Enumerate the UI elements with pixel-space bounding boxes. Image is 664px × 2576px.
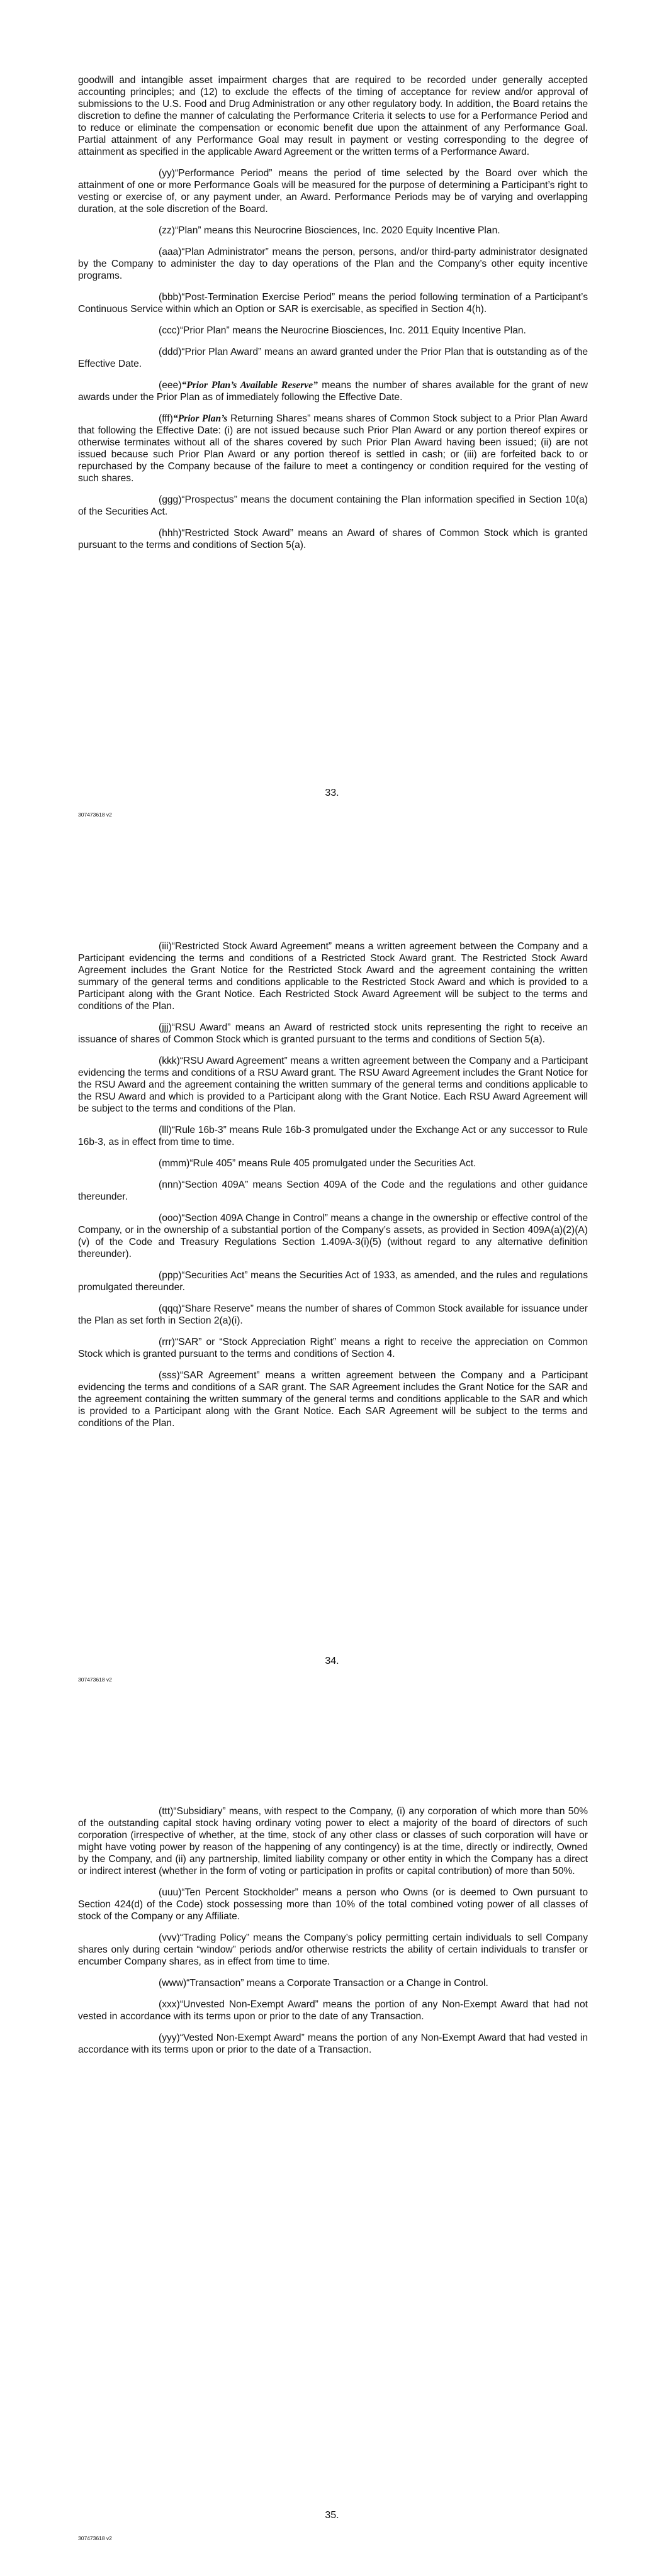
doc-id-footer: 307473618 v2 (78, 811, 112, 818)
definition-ggg: (ggg)“Prospectus” means the document containing the Plan information specified in Section 10(a) of the Securities Act. (78, 494, 588, 517)
definition-hhh: (hhh)“Restricted Stock Award” means an Award of shares of Common Stock which is granted pursuant to the terms and conditions of Section 5(a). (78, 528, 588, 550)
definition-ttt: (ttt)“Subsidiary” means, with respect to the Company, (i) any corporation of which more than 50% of the outstanding capital stock having ordinary voting power to elect a majority of the board of directors of such corporation (irrespective of whether, at the time, stock of any other class or classes of such corporation will have or might have voting power by reason of the happening of any contingency) is at the time, directly or indirectly, Owned by the Company, and (ii) any partnership, limited liability company or other entity in which the Company has a direct or indirect interest (whether in the form of voting or participation in profits or capital contribution) of more than 50%. (78, 1806, 588, 1876)
definition-www: (www)“Transaction” means a Corporate Transaction or a Change in Control. (159, 1978, 488, 1988)
definition-qqq: (qqq)“Share Reserve” means the number of shares of Common Stock available for issuance under the Plan as set forth in Section 2(a)(i). (78, 1303, 588, 1326)
definition-ddd: (ddd)“Prior Plan Award” means an award granted under the Prior Plan that is outstanding as of the Effective Date. (78, 347, 588, 369)
intro-paragraph: goodwill and intangible asset impairment charges that are required to be recorded under generally accepted accounting principles; and (12) to exclude the effects of the timing of acceptance for review and/or approval of submissions to the U.S. Food and Drug Administration or any other regulatory body. In addition, the Board retains the discretion to define the manner of calculating the Performance Criteria it selects to use for a Performance Period and to reduce or eliminate the compensation or economic benefit due upon the attainment of any Performance Goal. Partial attainment of any Performance Goal may result in payment or vesting corresponding to the degree of attainment as specified in the applicable Award Agreement or the written terms of a Performance Award. (78, 75, 588, 157)
page-number: 33. (325, 788, 339, 798)
definition-uuu: (uuu)“Ten Percent Stockholder” means a person who Owns (or is deemed to Own pursuant to Section 424(d) of the Code) stock possessing more than 10% of the total combined voting power of all classes of stock of the Company or any Affiliate. (78, 1887, 588, 1922)
page-33-body (78, 74, 588, 560)
definition-xxx: (xxx)“Unvested Non-Exempt Award” means the portion of any Non-Exempt Award that had not vested in accordance with its terms upon or prior to the date of any Transaction. (78, 1999, 588, 2022)
page-number: 34. (325, 1656, 339, 1666)
definition-bbb: (bbb)“Post-Termination Exercise Period” means the period following termination of a Participant’s Continuous Service within which an Option or SAR is exercisable, as specified in Section 4(h). (78, 292, 588, 315)
page-33 (0, 0, 664, 859)
definition-rrr: (rrr)“SAR” or “Stock Appreciation Right” means a right to receive the appreciation on Common Stock which is granted pursuant to the terms and conditions of Section 4. (78, 1337, 588, 1359)
definition-vvv: (vvv)“Trading Policy” means the Company’s policy permitting certain individuals to sell Company shares only during certain “window” periods and/or otherwise restricts the ability of certain individuals to transfer or encumber Company shares, as in effect from time to time. (78, 1932, 588, 1967)
definition-yy: (yy)“Performance Period” means the period of time selected by the Board over which the attainment of one or more Performance Goals will be measured for the purpose of determining a Participant’s right to vesting or exercise of, or any payment under, an Award. Performance Periods may be of varying and overlapping duration, at the sole discretion of the Board. (78, 168, 588, 215)
page-34 (0, 859, 664, 1717)
page-number: 35. (325, 2510, 339, 2521)
page-35-body (78, 1805, 588, 2065)
definition-ccc: (ccc)“Prior Plan” means the Neurocrine Biosciences, Inc. 2011 Equity Incentive Plan. (159, 325, 526, 336)
definition-ooo: (ooo)“Section 409A Change in Control” means a change in the ownership or effective control of the Company, or in the ownership of a substantial portion of the Company’s assets, as provided in Section 409A(a)(2)(A)(v) of the Code and Treasury Regulations Section 1.409A-3(i)(5) (without regard to any alternative definition thereunder). (78, 1213, 588, 1259)
definition-yyy: (yyy)“Vested Non-Exempt Award” means the portion of any Non-Exempt Award that had vested in accordance with its terms upon or prior to the date of a Transaction. (78, 2032, 588, 2055)
doc-id-footer: 307473618 v2 (78, 2535, 112, 2541)
page-35 (0, 1717, 664, 2576)
doc-id-footer: 307473618 v2 (78, 1676, 112, 1683)
definition-fff: (fff)“Prior Plan’s Returning Shares” means shares of Common Stock subject to a Prior Plan Award that following the Effective Date: (i) are not issued because such Prior Plan Award or any portion thereof expires or otherwise terminates without all of the shares covered by such Prior Plan Award having been issued; (ii) are not issued because such Prior Plan Award or any portion thereof is settled in cash; or (iii) are forfeited back to or repurchased by the Company because of the failure to meet a contingency or condition required for the vesting of such shares. (78, 413, 588, 484)
definition-iii: (iii)“Restricted Stock Award Agreement” means a written agreement between the Company and a Participant evidencing the terms and conditions of a Restricted Stock Award grant. The Restricted Stock Award Agreement includes the Grant Notice for the Restricted Stock Award and the agreement containing the written summary of the general terms and conditions applicable to the Restricted Stock Award and which is provided to a Participant along with the Grant Notice. Each Restricted Stock Award Agreement will be subject to the terms and conditions of the Plan. (78, 941, 588, 1012)
definition-kkk: (kkk)“RSU Award Agreement” means a written agreement between the Company and a Participant evidencing the terms and conditions of a RSU Award grant. The RSU Award Agreement includes the Grant Notice for the RSU Award and the agreement containing the written summary of the general terms and conditions applicable to the RSU Award and which is provided to a Participant along with the Grant Notice. Each RSU Award Agreement will be subject to the terms and conditions of the Plan. (78, 1056, 588, 1114)
page-34-body (78, 940, 588, 1439)
definition-eee: (eee)“Prior Plan’s Available Reserve” means the number of shares available for the grant of new awards under the Prior Plan as of immediately following the Effective Date. (78, 380, 588, 403)
definition-mmm: (mmm)“Rule 405” means Rule 405 promulgated under the Securities Act. (159, 1158, 476, 1169)
definition-ppp: (ppp)“Securities Act” means the Securities Act of 1933, as amended, and the rules and regulations promulgated thereunder. (78, 1270, 588, 1293)
definition-sss: (sss)“SAR Agreement” means a written agreement between the Company and a Participant evidencing the terms and conditions of a SAR grant. The SAR Agreement includes the Grant Notice for the SAR and the agreement containing the written summary of the general terms and conditions applicable to the SAR and which is provided to a Participant along with the Grant Notice. Each SAR Agreement will be subject to the terms and conditions of the Plan. (78, 1370, 588, 1429)
definition-lll: (lll)“Rule 16b-3” means Rule 16b-3 promulgated under the Exchange Act or any successor to Rule 16b-3, as in effect from time to time. (78, 1125, 588, 1147)
definition-jjj: (jjj)“RSU Award” means an Award of restricted stock units representing the right to receive an issuance of shares of Common Stock which is granted pursuant to the terms and conditions of Section 5(a). (78, 1022, 588, 1045)
definition-aaa: (aaa)“Plan Administrator” means the person, persons, and/or third-party administrator designated by the Company to administer the day to day operations of the Plan and the Company’s other equity incentive programs. (78, 247, 588, 281)
definition-zz: (zz)“Plan” means this Neurocrine Biosciences, Inc. 2020 Equity Incentive Plan. (159, 225, 500, 236)
definition-nnn: (nnn)“Section 409A” means Section 409A of the Code and the regulations and other guidance thereunder. (78, 1179, 588, 1202)
